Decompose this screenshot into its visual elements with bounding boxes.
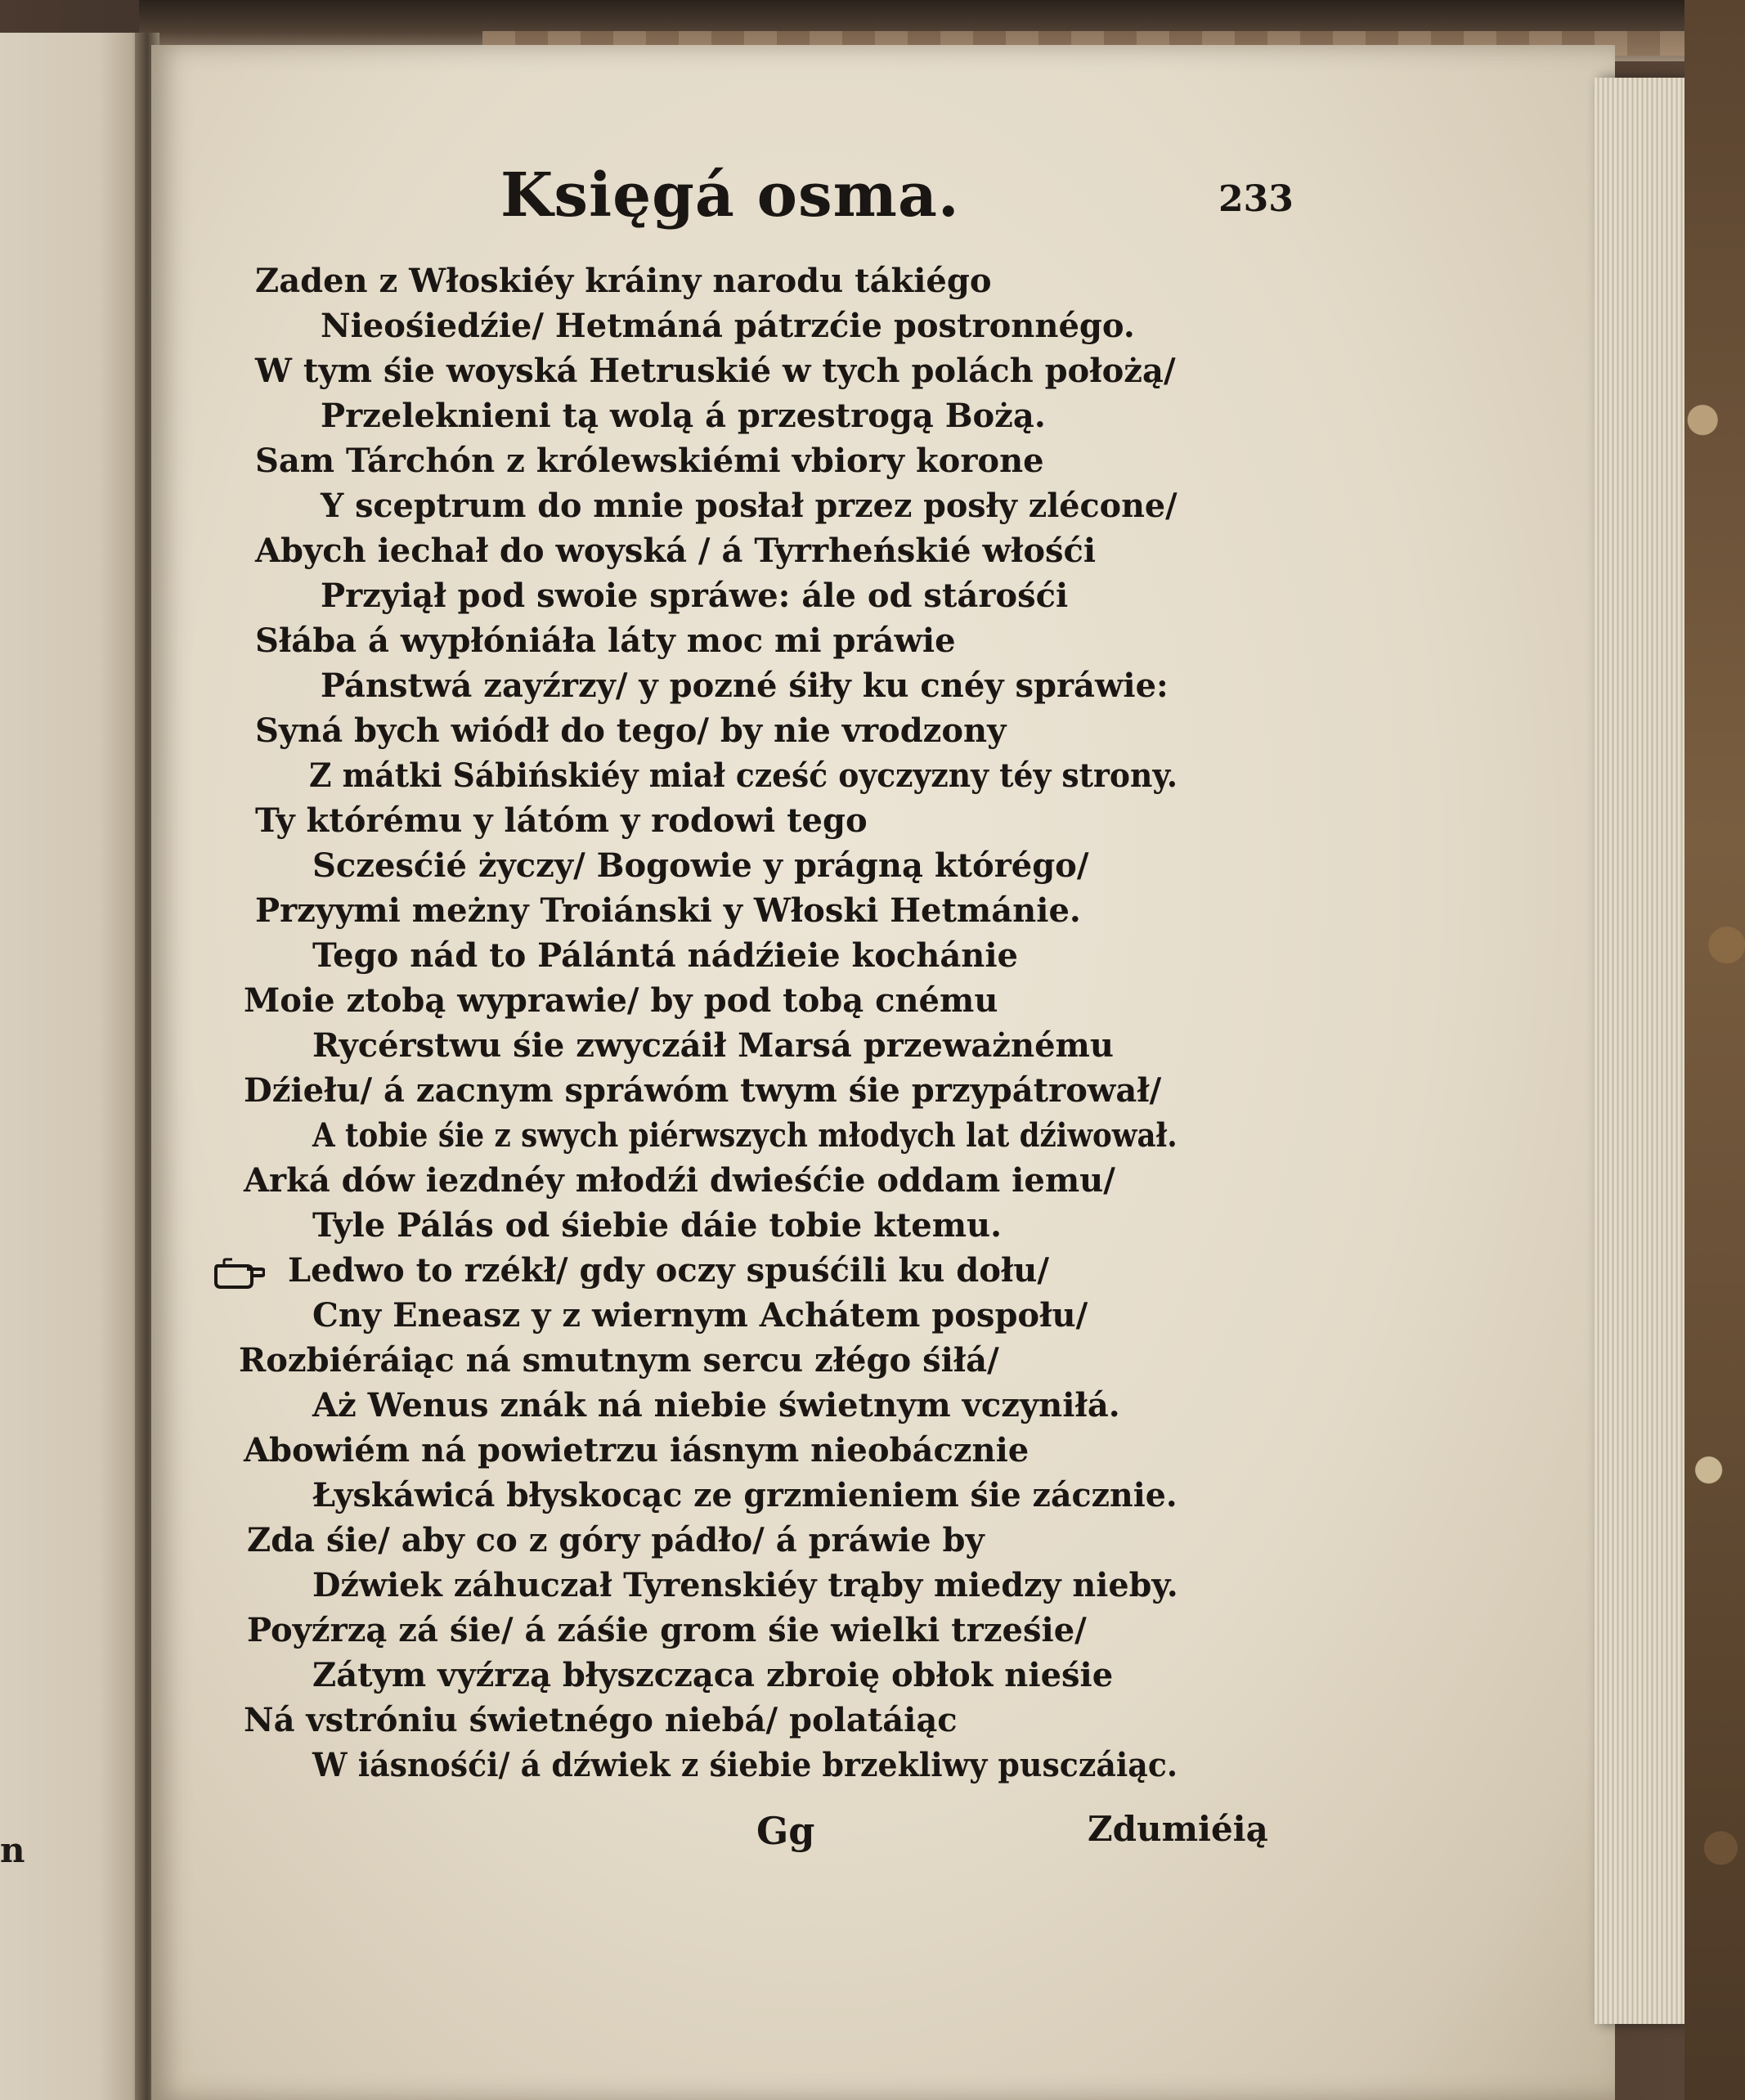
page-number: 233 <box>1218 178 1294 220</box>
verse-line: A tobie śie z swych piérwszych młodych lat dźiwował. <box>312 1116 1178 1155</box>
verse-line: Dźiełu/ á zacnym spráwóm twym śie przypátrował/ <box>244 1071 1162 1110</box>
verse-line: Rycérstwu śie zwyczáił Marsá przeważnému <box>312 1026 1114 1065</box>
verse-line: Moie ztobą wyprawie/ by pod tobą cnému <box>244 981 998 1020</box>
verse-line: Słába á wypłóniáła láty moc mi práwie <box>255 621 956 660</box>
verse-line: Łyskáwicá błyskocąc ze grzmieniem śie záczniе. <box>312 1476 1178 1514</box>
verse-line: Zaden z Włoskiéy kráiny narodu tákiégo <box>255 262 992 300</box>
verse-line: Tyle Pálás od śiebie dáie tobie ktemu. <box>312 1206 1003 1245</box>
verse-line: Przyymi meżny Troiánski y Włoski Hetmánie. <box>255 891 1081 930</box>
catchword: Zdumiéią <box>1088 1809 1268 1849</box>
verse-line: Zda śie/ aby co z góry pádło/ á práwie by <box>247 1521 985 1559</box>
verse-line: Zátym vyźrzą błyszcząca zbroię obłok nieśie <box>312 1656 1114 1694</box>
verse-line: Abych iechał do woyská / á Tyrrheńskié włośći <box>255 532 1097 570</box>
verse-line: Syná bych wiódł do tego/ by nie vrodzony <box>255 711 1007 750</box>
verse-line: Tego nád to Pálántá nádźieie kochánie <box>312 936 1018 975</box>
verse-line: W iásnośći/ á dźwiek z śiebie brzekliwy pusczáiąc. <box>312 1746 1178 1784</box>
verse-line: Nieośiedźie/ Hetmáná pátrzćie postronnégo. <box>321 307 1135 345</box>
signature-mark: Gg <box>756 1809 815 1853</box>
verse-line: Cny Eneasz y z wiernym Achátem pospołu/ <box>312 1296 1088 1335</box>
verse-line: Poyźrzą zá śie/ á záśie grom śie wielki trześie/ <box>247 1611 1087 1649</box>
verse-line: W tym śie woyská Hetruskié w tych polách położą/ <box>255 352 1176 390</box>
verse-line: Rozbiéráiąc ná smutnym sercu złégo śiłá/ <box>239 1341 999 1380</box>
verse-line: Arká dów iezdnéy młodźi dwieśćie oddam iemu/ <box>244 1161 1115 1200</box>
verse-line: Abowiém ná powietrzu iásnym nieobácznie <box>244 1431 1030 1470</box>
verse-line: Ty którému y látóm y rodowi tego <box>255 801 868 840</box>
verse-line: Ledwo to rzékł/ gdy oczy spuśćili ku dołu/ <box>288 1251 1049 1290</box>
verse-line: Z mátki Sábińskiéy miał cześć oyczyzny téy strony. <box>309 756 1178 795</box>
verse-line: Przeleknieni tą wolą á przestrogą Bożą. <box>321 397 1046 435</box>
manicule-pointing-hand-icon <box>214 1258 265 1290</box>
verse-line: Y sceptrum do mnie posłał przez posły zlécone/ <box>321 487 1178 525</box>
verse-line: Aż Wenus znák ná niebie świetnym vczyniłá. <box>312 1386 1120 1425</box>
verse-line: Ná vstróniu świetnégo niebá/ polatáiąc <box>244 1701 958 1739</box>
verse-line: Przyiął pod swoie spráwe: ále od stárośći <box>321 577 1069 615</box>
verse-line: Sczesćié życzy/ Bogowie y prágną którégo/ <box>312 846 1089 885</box>
running-head: Księgá osma. <box>500 160 960 231</box>
verse-line: Pánstwá zayźrzy/ y pozné śiły ku cnéy spráwie: <box>321 666 1169 705</box>
verse-line: Sam Tárchón z królewskiémi vbiory korone <box>255 442 1044 480</box>
verse-line: Dźwiek záhuczał Tyrenskiéy trąby miedzy nieby. <box>312 1566 1178 1604</box>
left-page-text-fragment: n <box>0 1830 25 1870</box>
